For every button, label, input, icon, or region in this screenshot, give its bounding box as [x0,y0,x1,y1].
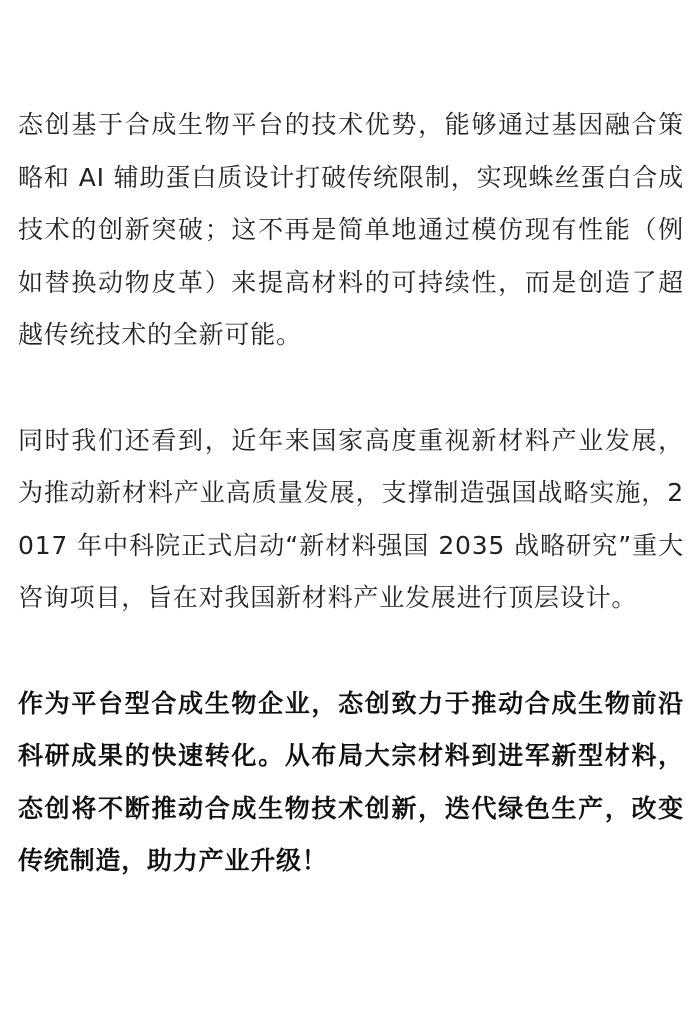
paragraph-national-policy: 同时我们还看到，近年来国家高度重视新材料产业发展，为推动新材料产业高质量发展，支撑制造强国战略实施，2017 年中科院正式启动“新材料强国 2035 战略研究”重大咨询项目，旨在对我国新材料产业发展进行顶层设计。 [18,425,684,612]
paragraph-company-mission: 作为平台型合成生物企业，态创致力于推动合成生物前沿科研成果的快速转化。从布局大宗材料到进军新型材料，态创将不断推动合成生物技术创新，迭代绿色生产，改变传统制造，助力产业升级！ [18,688,684,875]
paragraph-platform-advantage: 态创基于合成生物平台的技术优势，能够通过基因融合策略和 AI 辅助蛋白质设计打破传统限制，实现蛛丝蛋白合成技术的创新突破；这不再是简单地通过模仿现有性能（例如替换动物皮革）来提高材料的可持续性，而是创造了超越传统技术的全新可能。 [18,110,684,349]
